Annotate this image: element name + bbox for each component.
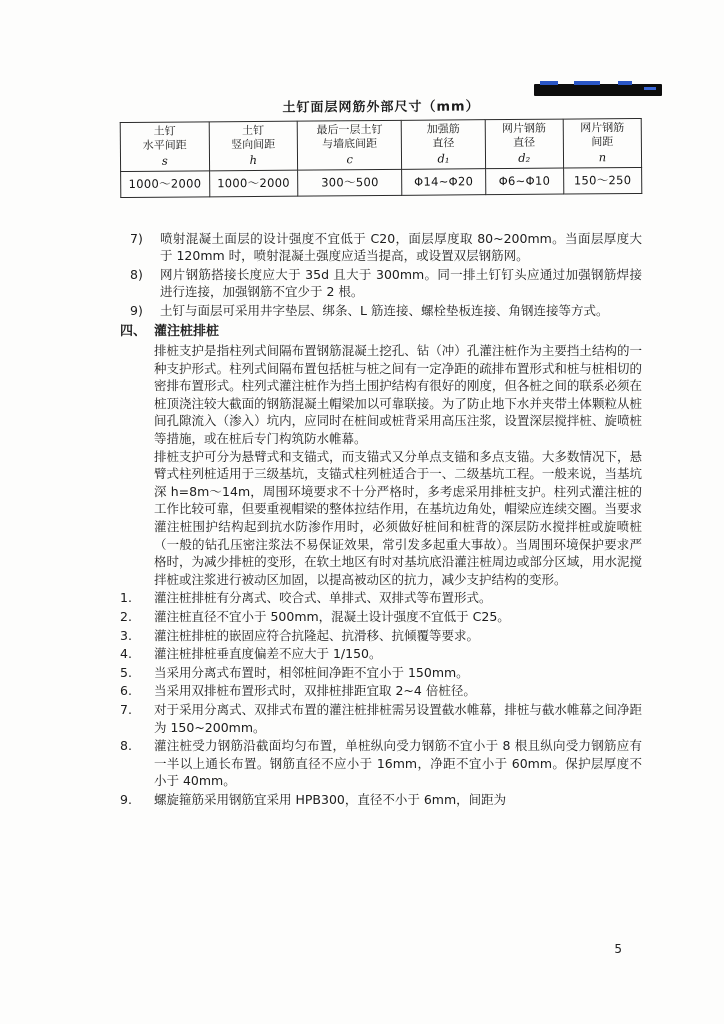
list-item bbox=[120, 627, 642, 645]
list-item-text: 当采用分离式布置时，相邻桩间净距不宜小于 150mm。 bbox=[154, 664, 469, 680]
table-title: 土钉面层网筋外部尺寸（mm） bbox=[282, 99, 480, 116]
paragraph: 排桩支护可分为悬臂式和支锚式，而支锚式又分单点支锚和多点支锚。大多数情况下，悬臂式柱列桩适用于三级基坑，支锚式柱列桩适合于一、二级基坑工程。一般来说，当基坑深 h=8m～14m，周围环境要求不十分严格时，多考虑采用排桩支护。柱列式灌注桩的工作比较可靠，但要重视帽梁的整体拉结作用，在基坑边角处，帽梁应连续交圈。当要求灌注桩围护结构起到抗水防渗作用时，必须做好桩间和桩背的深层防水搅拌桩或旋喷桩（一般的钻孔压密注浆法不易保证效果，常引发多起重大事故）。当周围环境保护要求严格时，为减少排桩的变形，在软土地区有时对基坑底沿灌注桩周边或部分区域，用水泥搅拌桩或注浆进行被动区加固，以提高被动区的抗力，减少支护结构的变形。 bbox=[154, 448, 642, 587]
table-value-cell: 150～250 bbox=[563, 167, 641, 194]
list-item-text: 螺旋箍筋采用钢筋宜采用 HPB300，直径不小于 6mm，间距为 bbox=[154, 791, 507, 807]
table-value-cell: 1000～2000 bbox=[121, 170, 210, 197]
table-header-cell: 网片钢筋 间距 n bbox=[563, 118, 642, 167]
list-item-number: 5. bbox=[120, 664, 132, 680]
section-title: 灌注桩排桩 bbox=[154, 323, 220, 339]
paragraph: 排桩支护是指柱列式间隔布置钢筋混凝土挖孔、钻（冲）孔灌注桩作为主要挡土结构的一种支护形式。柱列式间隔布置包括桩与桩之间有一定净距的疏排布置形式和桩与桩相切的密排布置形式。柱列式灌注桩作为挡土围护结构有很好的刚度，但各桩之间的联系必须在桩顶浇注较大截面的钢筋混凝土帽梁加以可靠联接。为了防止地下水并夹带土体颗粒从桩间孔隙流入（渗入）坑内，应同时在桩间或桩背采用高压注浆，设置深层搅拌桩、旋喷桩等措施，或在桩后专门构筑防水帷幕。 bbox=[154, 343, 642, 447]
table-header-cell: 最后一层土钉 与墙底间距 c bbox=[297, 120, 402, 169]
table-value-cell: Φ14~Φ20 bbox=[402, 168, 486, 195]
sub-list-7-9 bbox=[120, 230, 642, 320]
table-header-row bbox=[120, 118, 641, 171]
page-content bbox=[120, 96, 642, 810]
table-value-cell: 1000～2000 bbox=[209, 170, 298, 197]
redaction-blue-mark bbox=[540, 81, 558, 85]
table-header-cell: 土钉 竖向间距 h bbox=[209, 121, 298, 170]
table-header-cell: 网片钢筋 直径 d₂ bbox=[485, 119, 564, 168]
list-item-text: 灌注桩受力钢筋沿截面均匀布置，单桩纵向受力钢筋不宜小于 8 根且纵向受力钢筋应有一半以上通长布置。钢筋直径不应小于 16mm，净距不宜小于 60mm。保护层厚度不小于 40mm。 bbox=[154, 738, 642, 789]
spec-table-block bbox=[120, 96, 642, 196]
list-item bbox=[120, 645, 642, 663]
list-item bbox=[120, 664, 642, 682]
soil-nail-spec-table bbox=[120, 118, 643, 198]
table-header-cell: 加强筋 直径 d₁ bbox=[402, 120, 486, 169]
section-heading bbox=[120, 323, 642, 341]
list-item-text: 灌注桩直径不宜小于 500mm，混凝土设计强度不宜低于 C25。 bbox=[154, 609, 510, 624]
list-item-number: 1. bbox=[120, 590, 132, 606]
list-item-number: 4. bbox=[120, 646, 132, 662]
list-item-number: 6. bbox=[120, 683, 132, 699]
list-item bbox=[120, 608, 642, 626]
list-item-number: 8) bbox=[130, 266, 143, 282]
list-item-number: 2. bbox=[120, 609, 132, 624]
list-item bbox=[130, 230, 642, 265]
table-value-row bbox=[121, 167, 642, 197]
body-text bbox=[120, 230, 642, 809]
table-value-cell: Φ6~Φ10 bbox=[485, 168, 563, 195]
list-item-text: 灌注桩排桩的嵌固应符合抗隆起、抗滑移、抗倾覆等要求。 bbox=[154, 627, 480, 643]
list-item-text: 对于采用分离式、双排式布置的灌注桩排桩需另设置截水帷幕，排桩与截水帷幕之间净距为 150~200mm。 bbox=[154, 701, 642, 735]
redaction-blue-mark bbox=[574, 81, 600, 85]
list-item-text: 喷射混凝土面层的设计强度不宜低于 C20，面层厚度取 80~200mm。当面层厚度大于 120mm 时，喷射混凝土强度应适当提高，或设置双层钢筋网。 bbox=[160, 230, 642, 264]
list-item-number: 9. bbox=[120, 791, 132, 807]
list-item-text: 网片钢筋搭接长度应大于 35d 且大于 300mm。同一排土钉钉头应通过加强钢筋焊接进行连接，加强钢筋不宜少于 2 根。 bbox=[160, 266, 642, 300]
list-item-number: 9) bbox=[130, 302, 143, 318]
list-item-text: 当采用双排桩布置形式时，双排桩排距宜取 2~4 倍桩径。 bbox=[154, 683, 476, 699]
list-item-text: 灌注桩排桩有分离式、咬合式、单排式、双排式等布置形式。 bbox=[154, 590, 492, 606]
list-item bbox=[120, 682, 642, 700]
list-item bbox=[130, 302, 642, 320]
list-item-text: 灌注桩排桩垂直度偏差不应大于 1/150。 bbox=[154, 646, 382, 662]
list-item-number: 7. bbox=[120, 701, 132, 717]
list-item bbox=[120, 701, 642, 736]
list-item bbox=[130, 266, 642, 301]
page-number: 5 bbox=[614, 942, 622, 956]
numbered-list bbox=[120, 589, 642, 808]
list-item-number: 3. bbox=[120, 627, 132, 643]
table-value-cell: 300～500 bbox=[298, 169, 402, 196]
list-item-number: 7) bbox=[130, 230, 143, 246]
list-item bbox=[120, 737, 642, 790]
list-item bbox=[120, 589, 642, 607]
section-number: 四、 bbox=[120, 323, 147, 339]
table-header-cell: 土钉 水平间距 s bbox=[120, 122, 209, 171]
redaction-blue-mark bbox=[644, 87, 656, 90]
redaction-blue-mark bbox=[618, 81, 632, 85]
list-item-text: 土钉与面层可采用井字垫层、绑条、L 筋连接、螺栓垫板连接、角钢连接等方式。 bbox=[160, 302, 609, 318]
list-item-number: 8. bbox=[120, 738, 132, 754]
list-item bbox=[120, 791, 642, 809]
